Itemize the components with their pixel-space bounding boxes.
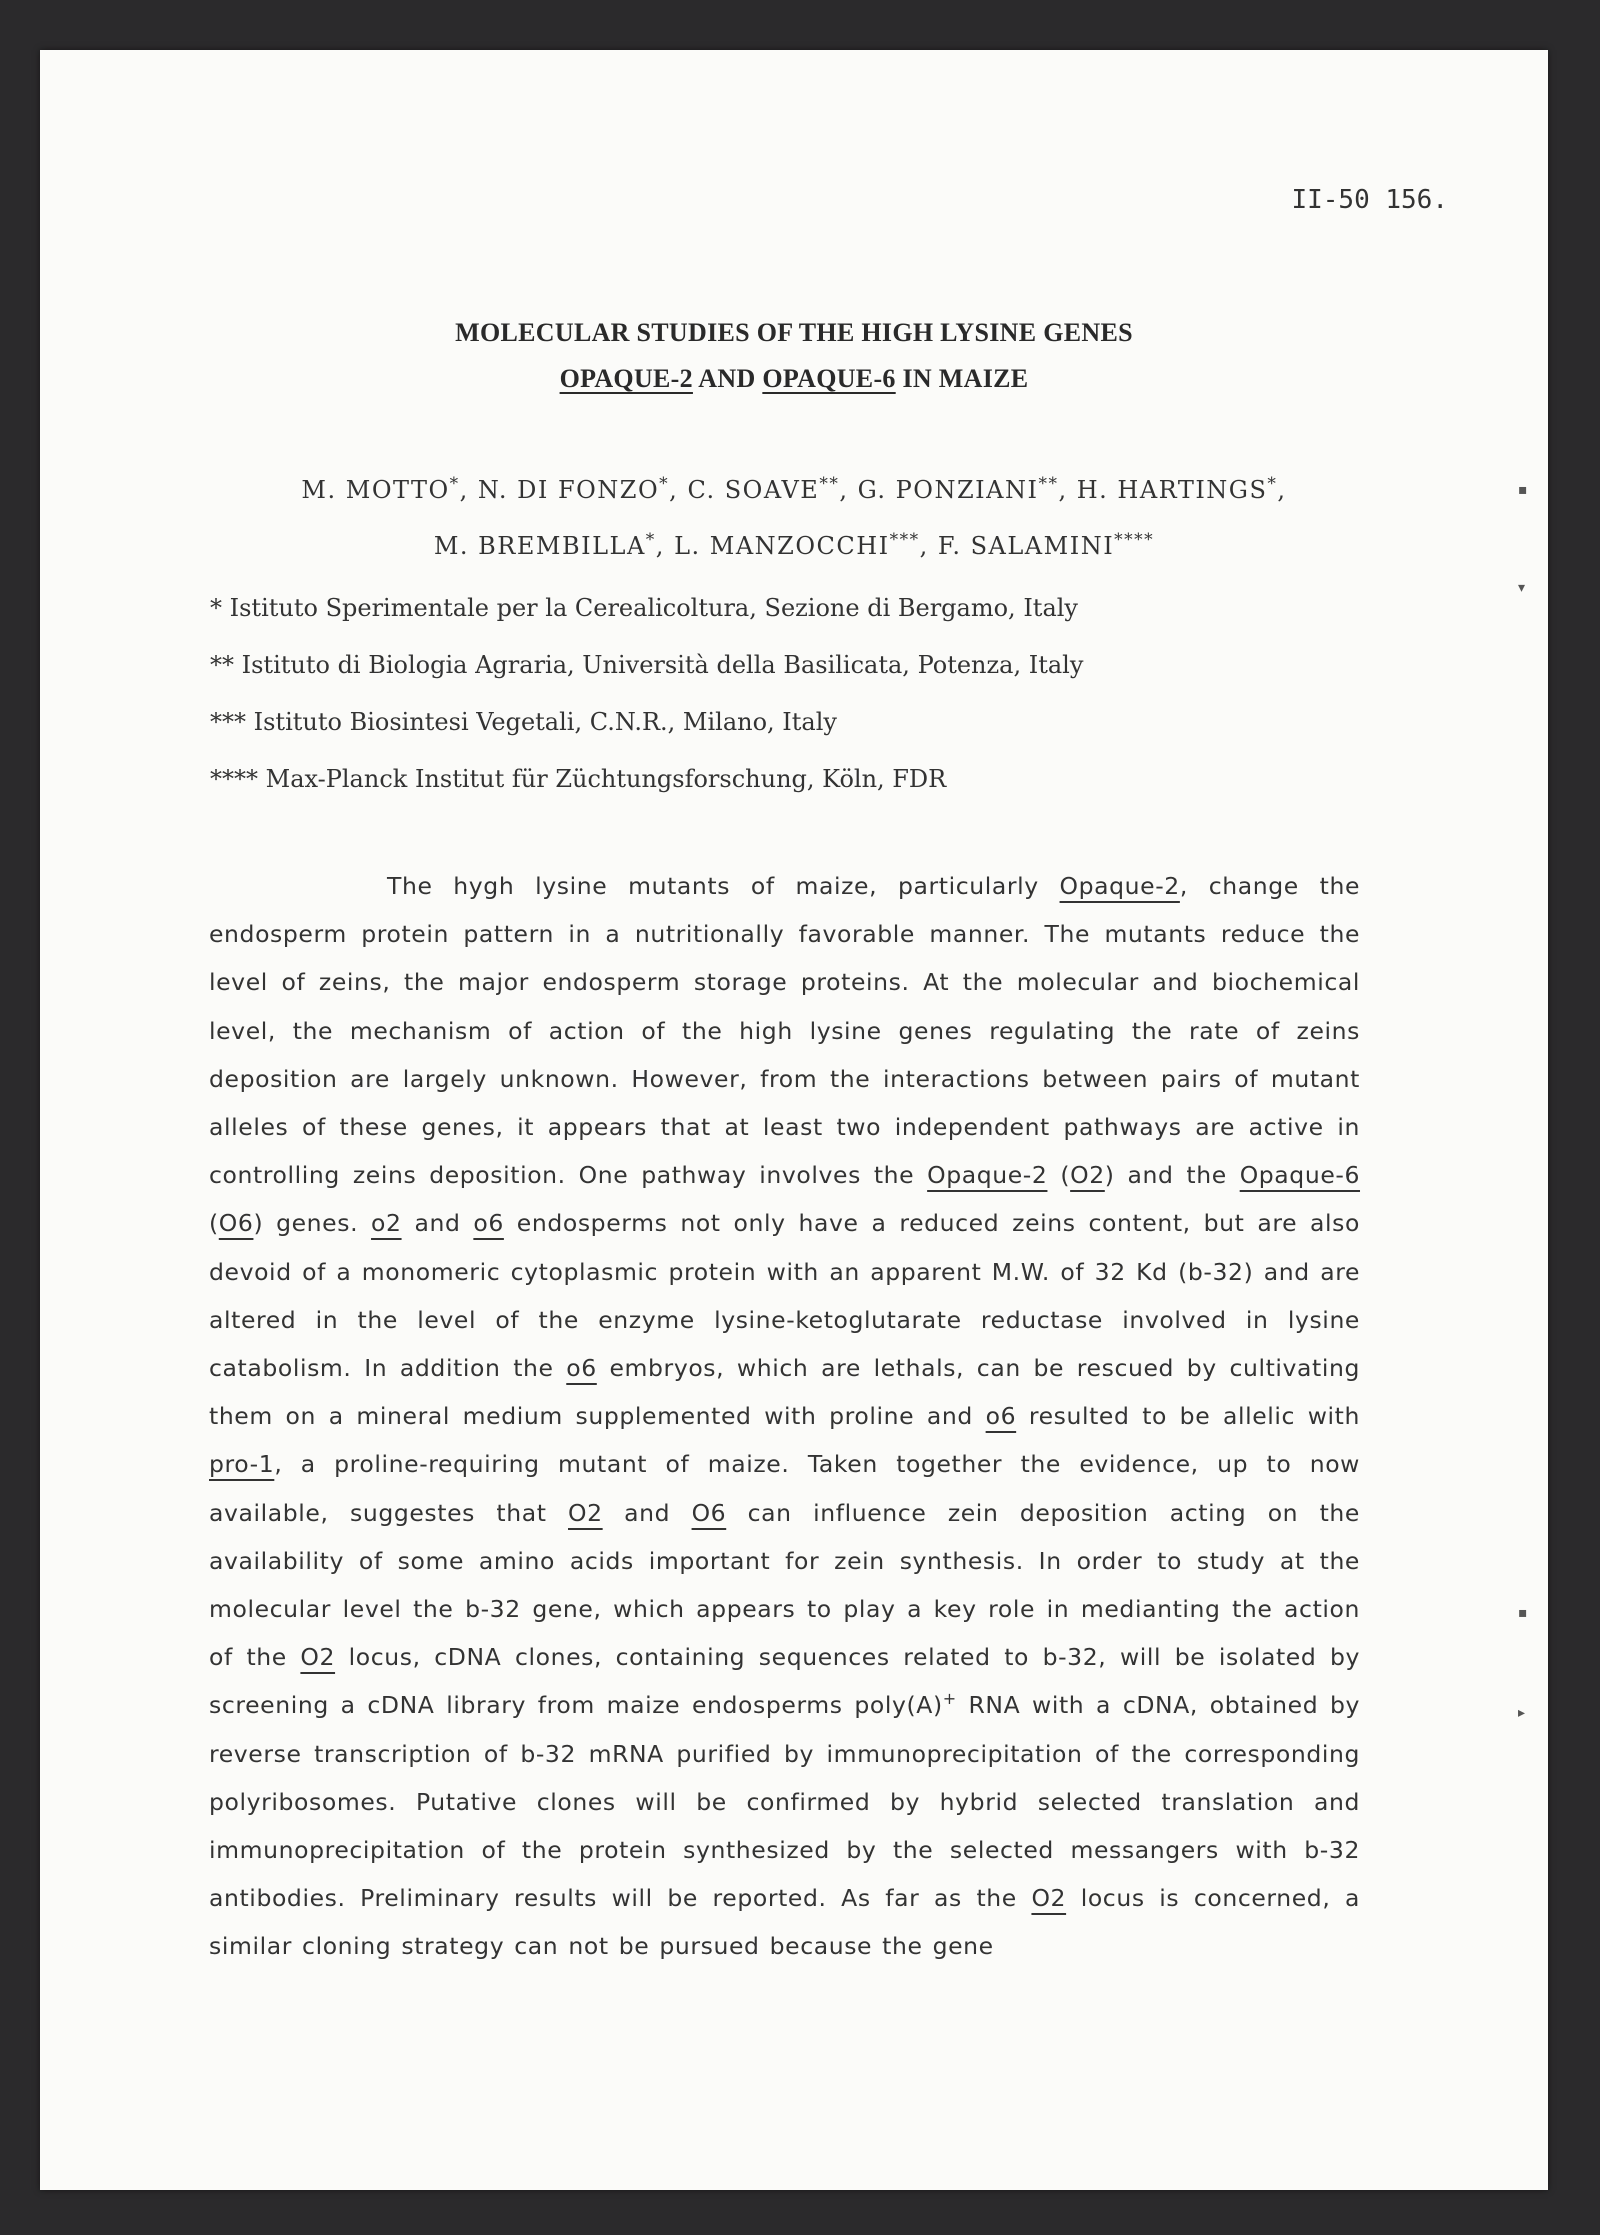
margin-dot: ▸ <box>1518 1705 1526 1721</box>
paper-title <box>40 310 1548 402</box>
text-run: embryos, which are lethals, can be rescued by cultivating them on a mineral medium supplemented with proline and <box>209 1354 1360 1431</box>
author-line-1 <box>40 462 1548 518</box>
gene-symbol: o6 <box>566 1354 597 1383</box>
title-line-1: MOLECULAR STUDIES OF THE HIGH LYSINE GENES <box>455 318 1133 347</box>
text-run: and <box>401 1209 474 1238</box>
text-run: resulted to be allelic with <box>1016 1402 1360 1431</box>
author-name: M. MOTTO <box>301 476 450 504</box>
affiliation-4: **** Max-Planck Institut für Züchtungsforschung, Köln, FDR <box>210 765 947 793</box>
author-name: M. BREMBILLA <box>433 532 646 560</box>
author-name: H. HARTINGS <box>1076 476 1268 504</box>
author-name: F. SALAMINI <box>937 532 1115 560</box>
text-run: ) genes. <box>253 1209 372 1238</box>
affiliations <box>210 580 1410 808</box>
author-affiliation-mark: * <box>645 530 656 550</box>
margin-dot: ▾ <box>1518 580 1526 596</box>
author-separator: , <box>919 532 938 560</box>
affiliation-3: *** Istituto Biosintesi Vegetali, C.N.R., Milano, Italy <box>210 708 837 736</box>
title-gene-opaque-2: OPAQUE-2 <box>559 364 693 393</box>
abstract-body <box>209 862 1360 1971</box>
text-run: ( <box>209 1209 219 1238</box>
gene-symbol: Opaque-6 <box>1239 1161 1361 1190</box>
author-separator: , <box>1058 476 1077 504</box>
affiliation-1: * Istituto Sperimentale per la Cerealicoltura, Sezione di Bergamo, Italy <box>210 594 1078 622</box>
author-name: N. DI FONZO <box>477 476 660 504</box>
gene-symbol: O2 <box>1031 1884 1067 1913</box>
superscript: + <box>942 1689 957 1709</box>
gene-symbol: O2 <box>300 1643 336 1672</box>
text-run: , change the endosperm protein pattern in a nutritionally favorable manner. The mutants reduce the level of zeins, the major endosperm storage proteins. At the molecular and biochemical level, the mechanism of action of the high lysine genes regulating the rate of zeins deposition are largely unknown. However, from the interactions between pairs of mutant alleles of these genes, it appears that at least two independent pathways are active in controlling zeins deposition. One pathway involves the <box>209 872 1360 1190</box>
author-name: G. PONZIANI <box>857 476 1039 504</box>
gene-symbol: Opaque-2 <box>927 1161 1048 1190</box>
margin-dot: ▪ <box>1518 482 1528 498</box>
author-separator: , <box>839 476 858 504</box>
author-name: L. MANZOCCHI <box>674 532 890 560</box>
page-number: II-50 156. <box>1291 185 1448 215</box>
title-end: IN MAIZE <box>895 364 1029 393</box>
author-separator: , <box>1277 476 1287 504</box>
author-separator: , <box>655 532 675 560</box>
author-affiliation-mark: ** <box>1038 474 1059 494</box>
text-run: can influence zein deposition acting on the availability of some amino acids important for zein synthesis. In order to study at the molecular level the b-32 gene, which appears to play a key role in medianting the action of the <box>209 1498 1360 1672</box>
text-run: , a proline-requiring mutant of maize. Taken together the evidence, up to now available, suggestes that <box>209 1450 1360 1527</box>
author-affiliation-mark: ** <box>819 474 840 494</box>
author-name: C. SOAVE <box>687 476 820 504</box>
text-run: and <box>602 1498 692 1527</box>
gene-symbol: O2 <box>568 1498 603 1527</box>
gene-symbol: Opaque-2 <box>1059 872 1180 900</box>
title-line-2 <box>40 356 1548 402</box>
text-run: ( <box>1047 1161 1071 1190</box>
abstract-paragraph <box>209 862 1360 1971</box>
text-run: ) and the <box>1104 1161 1240 1190</box>
document-page <box>40 50 1548 2190</box>
author-separator: , <box>459 476 478 504</box>
gene-symbol: pro-1 <box>209 1450 275 1479</box>
gene-symbol: o6 <box>985 1402 1017 1431</box>
gene-symbol: O6 <box>218 1209 254 1238</box>
text-run: locus, cDNA clones, containing sequences related to b-32, will be isolated by screening a cDNA library from maize endosperms poly(A) <box>209 1643 1360 1720</box>
title-gene-opaque-6: OPAQUE-6 <box>762 364 896 393</box>
affiliation-2: ** Istituto di Biologia Agraria, Università della Basilicata, Potenza, Italy <box>210 651 1084 679</box>
text-run: RNA with a cDNA, obtained by reverse transcription of b-32 mRNA purified by immunoprecipitation of the corresponding polyribosomes. Putative clones will be confirmed by hybrid selected translation and immunoprecipitation of the protein synthesized by the selected messangers with b-32 antibodies. Preliminary results will be reported. As far as the <box>209 1691 1361 1913</box>
text-run: locus is concerned, a similar cloning strategy can not be pursued because the gene <box>209 1884 1360 1961</box>
gene-symbol: o2 <box>371 1209 402 1238</box>
gene-symbol: O2 <box>1070 1161 1105 1190</box>
author-affiliation-mark: * <box>659 474 670 494</box>
author-affiliation-mark: **** <box>1114 530 1155 550</box>
author-affiliation-mark: * <box>449 474 460 494</box>
author-separator: , <box>669 476 688 504</box>
author-affiliation-mark: *** <box>889 530 920 550</box>
author-line-2 <box>40 518 1548 574</box>
text-run: endosperms not only have a reduced zeins content, but are also devoid of a monomeric cytoplasmic protein with an apparent M.W. of 32 Kd (b-32) and are altered in the level of the enzyme lysine-ketoglutarate reductase involved in lysine catabolism. In addition the <box>209 1209 1360 1383</box>
gene-symbol: O6 <box>691 1498 727 1527</box>
text-run: The hygh lysine mutants of maize, particularly <box>387 872 1060 900</box>
title-and: AND <box>692 364 763 393</box>
margin-dot: ▪ <box>1518 1605 1528 1621</box>
author-affiliation-mark: * <box>1267 474 1278 494</box>
author-list <box>40 462 1548 574</box>
gene-symbol: o6 <box>473 1209 504 1238</box>
